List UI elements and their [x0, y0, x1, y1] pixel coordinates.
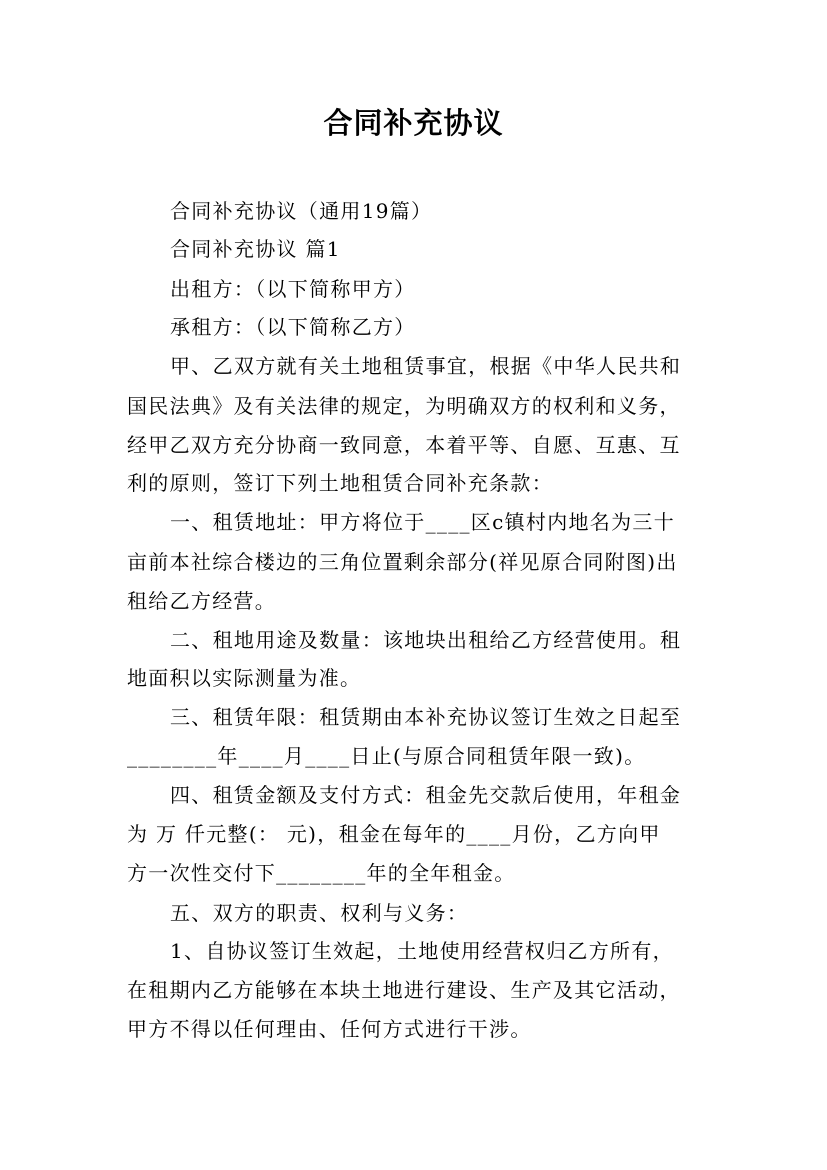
- text-line: 承租方：（以下简称乙方）: [170, 315, 416, 339]
- text-line: 为 万 仟元整(： 元)，租金在每年的____月份，乙方向甲: [127, 822, 661, 846]
- text-line: 在租期内乙方能够在本块土地进行建设、生产及其它活动，: [127, 978, 681, 1002]
- text-line: 出租方：（以下简称甲方）: [170, 277, 416, 301]
- text-line: 甲、乙双方就有关土地租赁事宜，根据《中华人民共和: [170, 354, 682, 378]
- text-line: 一、租赁地址：甲方将位于____区c镇村内地名为三十: [170, 510, 676, 534]
- text-line: 租给乙方经营。: [127, 589, 277, 613]
- text-line: 地面积以实际测量为准。: [127, 666, 362, 690]
- text-line: 五、双方的职责、权利与义务：: [170, 901, 469, 925]
- text-line: 亩前本社综合楼边的三角位置剩余部分(祥见原合同附图)出: [127, 550, 678, 574]
- text-line: 四、租赁金额及支付方式：租金先交款后使用，年租金: [170, 783, 682, 807]
- text-line: 1、自协议签订生效起，土地使用经营权归乙方所有，: [170, 939, 674, 963]
- text-line: 经甲乙双方充分协商一致同意，本着平等、自愿、互惠、互: [127, 433, 681, 457]
- text-line: 合同补充协议 篇1: [170, 237, 341, 261]
- document-title: 合同补充协议: [323, 106, 504, 140]
- text-line: 二、租地用途及数量：该地块出租给乙方经营使用。租: [170, 628, 682, 652]
- text-line: 利的原则，签订下列土地租赁合同补充条款：: [127, 471, 553, 495]
- text-line: ________年____月____日止(与原合同租赁年限一致)。: [127, 744, 646, 768]
- text-line: 三、租赁年限：租赁期由本补充协议签订生效之日起至: [170, 705, 682, 729]
- text-line: 甲方不得以任何理由、任何方式进行干涉。: [127, 1017, 532, 1041]
- text-line: 合同补充协议（通用19篇）: [170, 199, 433, 223]
- text-line: 方一次性交付下________年的全年租金。: [127, 861, 516, 885]
- text-line: 国民法典》及有关法律的规定，为明确双方的权利和义务，: [127, 394, 681, 418]
